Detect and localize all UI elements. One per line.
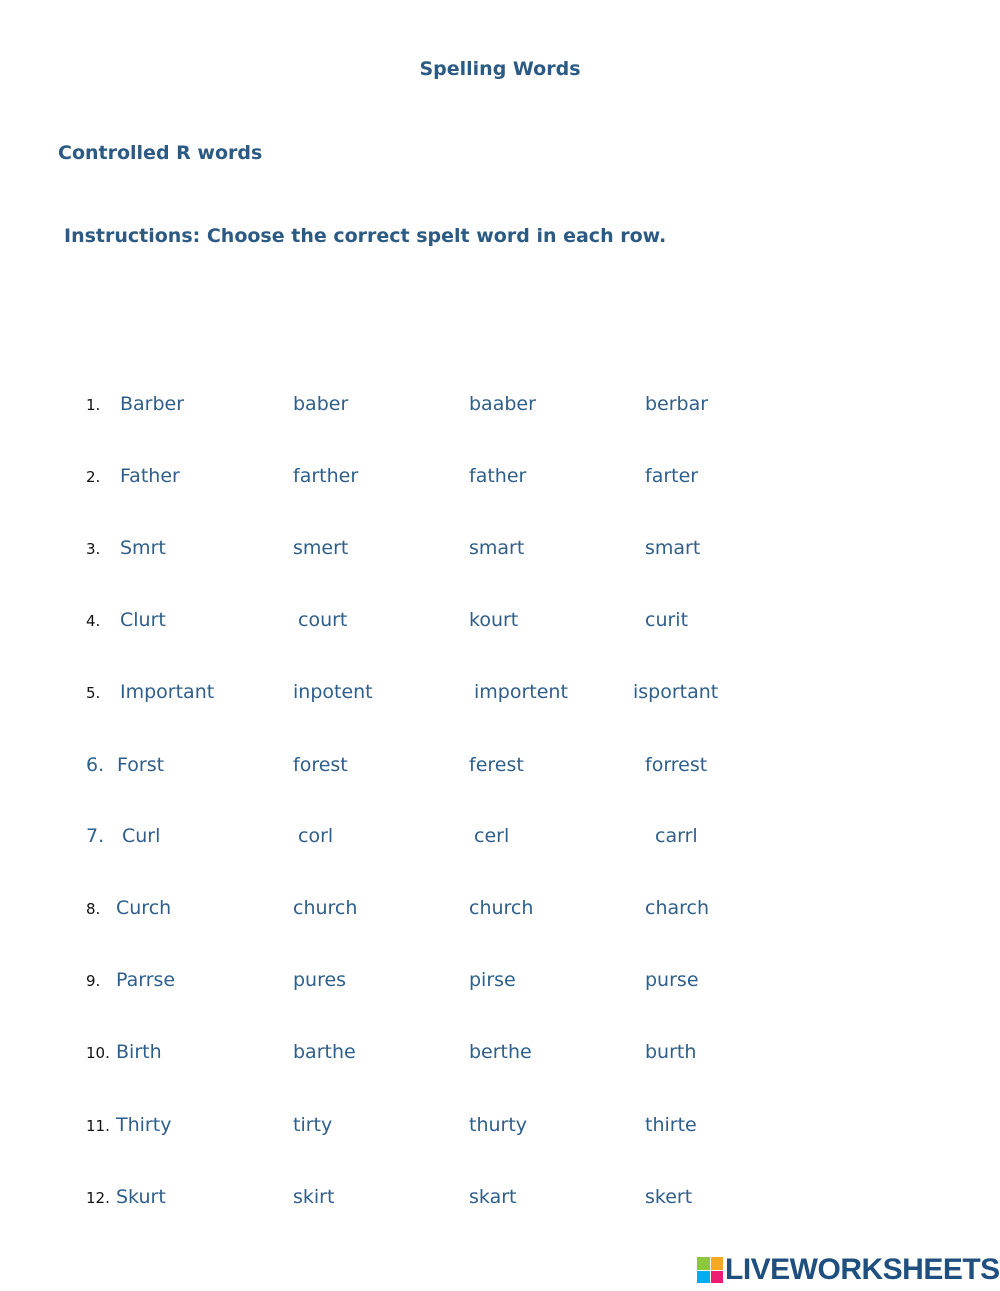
logo-square bbox=[697, 1257, 710, 1270]
row-9 bbox=[0, 969, 1000, 1009]
word-option[interactable]: berbar bbox=[645, 393, 709, 415]
word-option[interactable]: Barber bbox=[120, 393, 185, 415]
row-number: 2. bbox=[86, 468, 101, 486]
word-option[interactable]: burth bbox=[645, 1041, 697, 1063]
word-option[interactable]: church bbox=[469, 897, 534, 919]
word-option[interactable]: baaber bbox=[469, 393, 536, 415]
word-option[interactable]: Curl bbox=[122, 825, 161, 847]
word-option[interactable]: forest bbox=[293, 754, 348, 776]
word-option[interactable]: purse bbox=[645, 969, 699, 991]
word-option[interactable]: barthe bbox=[293, 1041, 356, 1063]
word-option[interactable]: cerl bbox=[474, 825, 510, 847]
word-option[interactable]: skart bbox=[469, 1186, 517, 1208]
word-option[interactable]: Curch bbox=[116, 897, 172, 919]
word-option[interactable]: church bbox=[293, 897, 358, 919]
row-5 bbox=[0, 681, 1000, 721]
instructions-text: Instructions: Choose the correct spelt word in each row. bbox=[64, 225, 667, 247]
word-option[interactable]: thurty bbox=[469, 1114, 528, 1136]
word-option[interactable]: berthe bbox=[469, 1041, 532, 1063]
word-option[interactable]: curit bbox=[645, 609, 689, 631]
logo-cube-icon bbox=[697, 1257, 723, 1283]
row-4 bbox=[0, 609, 1000, 649]
row-1 bbox=[0, 393, 1000, 433]
word-option[interactable]: skirt bbox=[293, 1186, 335, 1208]
row-number: 5. bbox=[86, 684, 101, 702]
word-option[interactable]: Father bbox=[120, 465, 180, 487]
word-option[interactable]: smert bbox=[293, 537, 349, 559]
row-3 bbox=[0, 537, 1000, 577]
word-option[interactable]: court bbox=[298, 609, 348, 631]
row-number: 9. bbox=[86, 972, 101, 990]
word-option[interactable]: pures bbox=[293, 969, 347, 991]
row-number: 12. bbox=[86, 1189, 110, 1207]
word-option[interactable]: isportant bbox=[633, 681, 719, 703]
word-option[interactable]: inpotent bbox=[293, 681, 373, 703]
word-option[interactable]: corl bbox=[298, 825, 334, 847]
row-number: 11. bbox=[86, 1117, 110, 1135]
row-number: 1. bbox=[86, 396, 101, 414]
word-option[interactable]: tirty bbox=[293, 1114, 333, 1136]
word-option[interactable]: farther bbox=[293, 465, 359, 487]
word-option[interactable]: Birth bbox=[116, 1041, 162, 1063]
row-2 bbox=[0, 465, 1000, 505]
logo-square bbox=[697, 1271, 710, 1284]
row-7 bbox=[0, 825, 1000, 865]
word-option[interactable]: smart bbox=[645, 537, 701, 559]
word-option[interactable]: Clurt bbox=[120, 609, 166, 631]
row-10 bbox=[0, 1041, 1000, 1081]
row-number: 7. bbox=[86, 825, 105, 847]
row-number: 10. bbox=[86, 1044, 110, 1062]
row-number: 4. bbox=[86, 612, 101, 630]
row-6 bbox=[0, 754, 1000, 794]
word-option[interactable]: charch bbox=[645, 897, 710, 919]
word-option[interactable]: baber bbox=[293, 393, 349, 415]
word-option[interactable]: Thirty bbox=[116, 1114, 172, 1136]
word-option[interactable]: Forst bbox=[117, 754, 165, 776]
word-option[interactable]: thirte bbox=[645, 1114, 697, 1136]
word-option[interactable]: smart bbox=[469, 537, 525, 559]
logo-square bbox=[711, 1271, 724, 1284]
word-option[interactable]: father bbox=[469, 465, 527, 487]
page-title: Spelling Words bbox=[419, 58, 581, 80]
word-option[interactable]: Parrse bbox=[116, 969, 176, 991]
word-option[interactable]: pirse bbox=[469, 969, 516, 991]
word-option[interactable]: importent bbox=[474, 681, 568, 703]
liveworksheets-logo bbox=[697, 1255, 1000, 1285]
row-8 bbox=[0, 897, 1000, 937]
row-number: 6. bbox=[86, 754, 105, 776]
word-option[interactable]: farter bbox=[645, 465, 699, 487]
word-option[interactable]: ferest bbox=[469, 754, 524, 776]
section-subtitle: Controlled R words bbox=[58, 142, 263, 164]
word-option[interactable]: Important bbox=[120, 681, 215, 703]
word-option[interactable]: carrl bbox=[655, 825, 698, 847]
logo-text: LIVEWORKSHEETS bbox=[725, 1253, 1000, 1286]
word-option[interactable]: Smrt bbox=[120, 537, 166, 559]
row-11 bbox=[0, 1114, 1000, 1154]
row-number: 3. bbox=[86, 540, 101, 558]
logo-square bbox=[711, 1257, 724, 1270]
word-option[interactable]: forrest bbox=[645, 754, 708, 776]
row-number: 8. bbox=[86, 900, 101, 918]
word-option[interactable]: Skurt bbox=[116, 1186, 166, 1208]
word-option[interactable]: skert bbox=[645, 1186, 693, 1208]
word-option[interactable]: kourt bbox=[469, 609, 519, 631]
row-12 bbox=[0, 1186, 1000, 1226]
